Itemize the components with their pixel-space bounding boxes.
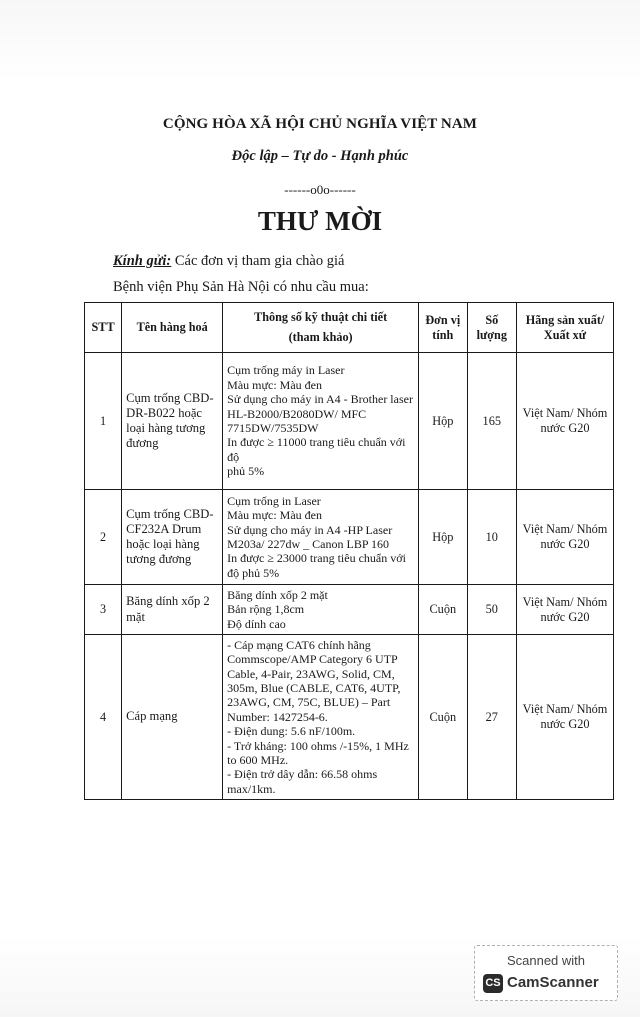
row-stt: 4 [85,635,122,800]
row-qty: 10 [467,490,516,585]
row-name: Cáp mạng [122,635,223,800]
header-separator: ------o0o------ [284,182,356,197]
watermark-brand: CamScanner [507,974,599,991]
row-spec [223,353,419,490]
table-header-row [85,303,614,353]
spec-line: Sử dụng cho máy in A4 - Brother laser [227,392,413,407]
table-row [85,353,614,490]
spec-line: HL-B2000/B2080DW/ MFC 7715DW/7535DW [227,406,367,435]
greeting-label: Kính gửi: [113,253,172,269]
spec-line: - Trở kháng: 100 ohms /-15%, 1 MHz to 600 MHz. [227,738,409,767]
row-stt: 1 [85,353,122,490]
row-origin: Việt Nam/ Nhóm nước G20 [517,635,614,800]
row-spec [223,635,419,800]
spec-line: - Cáp mạng CAT6 chính hãng Commscope/AMP Category 6 UTP Cable, 4-Pair, 23AWG, Solid, CM, 305m, Blue (CABLE, CAT6, 4UTP, 23AWG, CM, 75C, BLUE) – Part Number: 1427254-6. [227,637,401,724]
row-unit: Hộp [419,353,467,490]
greeting-text: Các đơn vị tham gia chào giá [171,253,345,269]
items-table [84,302,614,800]
table-row [85,635,614,800]
spec-line: Sử dụng cho máy in A4 -HP Laser M203a/ 227dw _ Canon LBP 160 [227,522,393,551]
spec-line: Màu mực: Màu đen [227,508,322,523]
spec-line: Cụm trống in Laser [227,493,321,508]
row-name: Băng dính xốp 2 mặt [122,585,223,635]
watermark-caption: Scanned with [506,953,586,968]
row-name: Cụm trống CBD-CF232A Drum hoặc loại hàng tương đương [122,490,223,585]
spec-line: - Điện trở dây dẫn: 66.58 ohms max/1km. [227,767,378,796]
camscanner-logo-icon: CS [483,974,503,993]
row-qty: 50 [467,585,516,635]
spec-line: phủ 5% [227,464,265,479]
header-origin: Hãng sản xuất/ Xuất xứ [517,303,614,353]
row-origin: Việt Nam/ Nhóm nước G20 [517,585,614,635]
national-motto: Độc lập – Tự do - Hạnh phúc [231,148,409,164]
spec-line: In được ≥ 11000 trang tiêu chuẩn với độ [227,435,406,464]
row-stt: 2 [85,490,122,585]
row-origin: Việt Nam/ Nhóm nước G20 [517,353,614,490]
row-qty: 165 [467,353,516,490]
table-row [85,585,614,635]
greeting-line [113,253,344,270]
spec-line: Bản rộng 1,8cm [227,602,305,617]
document-title: THƯ MỜI [257,206,383,236]
spec-line: Màu mực: Màu đen [227,377,322,392]
spec-line: Băng dính xốp 2 mặt [227,587,328,602]
header-spec [223,303,419,353]
row-origin: Việt Nam/ Nhóm nước G20 [517,490,614,585]
spec-line: In được ≥ 23000 trang tiêu chuẩn với độ phủ 5% [227,551,406,580]
row-unit: Cuộn [419,635,467,800]
header-spec-line2: (tham khảo) [288,330,353,344]
country-heading: CỘNG HÒA XÃ HỘI CHỦ NGHĨA VIỆT NAM [162,116,478,132]
spec-line: - Điện dung: 5.6 nF/100m. [227,724,356,739]
intro-line: Bệnh viện Phụ Sản Hà Nội có nhu cầu mua: [113,279,369,295]
spec-line: Cụm trống máy in Laser [227,363,345,378]
row-qty: 27 [467,635,516,800]
table-row [85,490,614,585]
row-spec [223,585,419,635]
header-spec-line1: Thông số kỹ thuật chi tiết [254,310,388,325]
row-unit: Hộp [419,490,467,585]
row-stt: 3 [85,585,122,635]
header-qty: Số lượng [467,303,516,353]
row-unit: Cuộn [419,585,467,635]
header-stt: STT [85,303,122,353]
spec-line: Độ dính cao [227,616,286,631]
header-name: Tên hàng hoá [122,303,223,353]
header-unit: Đơn vị tính [419,303,467,353]
camscanner-watermark [474,945,618,1001]
row-name: Cụm trống CBD-DR-B022 hoặc loại hàng tương đương [122,353,223,490]
row-spec [223,490,419,585]
